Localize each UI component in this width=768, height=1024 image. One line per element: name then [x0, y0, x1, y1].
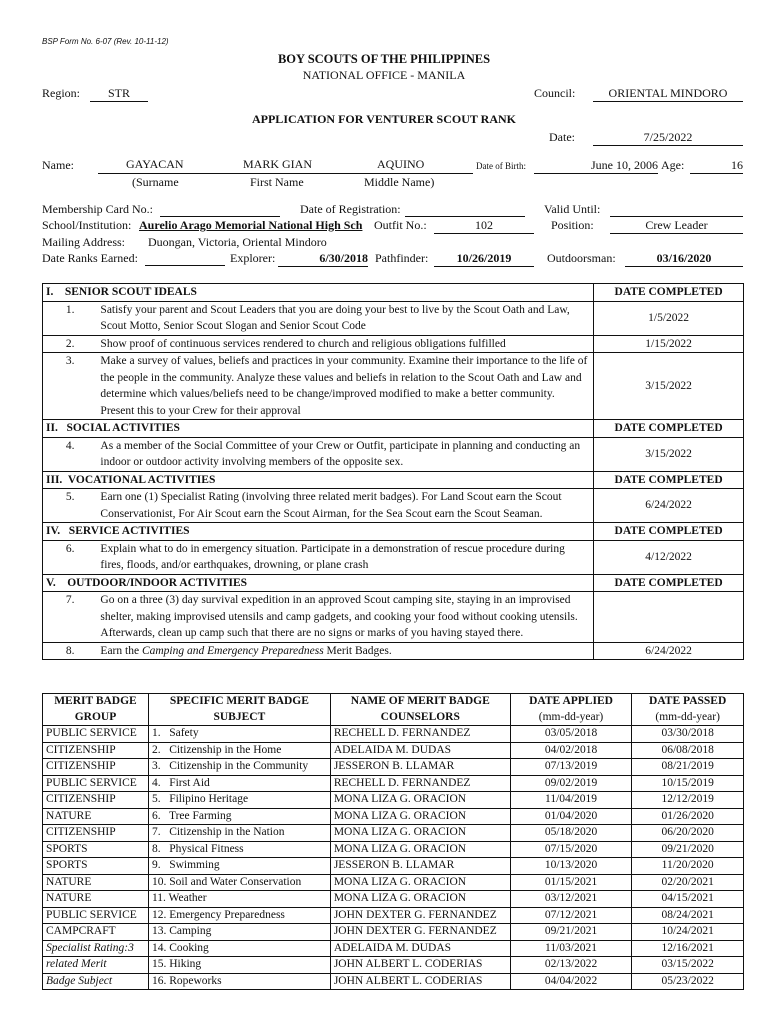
- valid-until-label: Valid Until:: [544, 202, 601, 216]
- date-passed: 06/08/2018: [632, 742, 744, 759]
- date-passed: 12/16/2021: [632, 940, 744, 957]
- requirement-date: 6/24/2022: [594, 642, 744, 660]
- merit-badge-group: CITIZENSHIP: [43, 759, 149, 776]
- merit-badge-group: Specialist Rating:3: [43, 940, 149, 957]
- form-title: APPLICATION FOR VENTURER SCOUT RANK: [251, 112, 517, 126]
- requirement-text: Show proof of continuous services rendered to church and religious obligations fulfilled: [97, 335, 593, 353]
- date-passed: 10/15/2019: [632, 775, 744, 792]
- requirement-number: 3.: [43, 353, 98, 420]
- explorer-label: Explorer:: [230, 251, 276, 265]
- registration-field: [405, 203, 525, 217]
- outdoorsman-field: 03/16/2020: [625, 252, 743, 267]
- merit-badge-counselor: MONA LIZA G. ORACION: [330, 792, 510, 809]
- surname-value: GAYACAN: [126, 157, 184, 171]
- requirement-row: [43, 642, 744, 660]
- passed-format: (mm-dd-year): [655, 710, 720, 723]
- requirement-text-post: Merit Badges.: [323, 644, 392, 657]
- requirement-number: 2.: [43, 335, 98, 353]
- merit-badge-counselor: JOHN DEXTER G. FERNANDEZ: [330, 907, 510, 924]
- date-passed: 03/15/2022: [632, 957, 744, 974]
- requirement-date: 1/15/2022: [594, 335, 744, 353]
- date-label: Date:: [549, 130, 575, 144]
- date-passed: 04/15/2021: [632, 891, 744, 908]
- requirement-text-emphasis: Camping and Emergency Preparedness: [141, 644, 324, 657]
- merit-badge-header-row: [43, 694, 744, 726]
- date-passed: 05/23/2022: [632, 973, 744, 990]
- merit-badge-table: [42, 693, 744, 990]
- membership-field: [160, 203, 280, 217]
- applied-format: (mm-dd-year): [538, 710, 604, 723]
- mailing-label: Mailing Address:: [42, 235, 125, 249]
- merit-badge-counselor: JOHN ALBERT L. CODERIAS: [330, 957, 510, 974]
- dob-field: June 10, 2006: [534, 159, 658, 174]
- date-passed: 08/21/2019: [632, 759, 744, 776]
- requirement-date: 6/24/2022: [594, 489, 744, 523]
- date-applied: 03/12/2021: [510, 891, 632, 908]
- requirement-text: [97, 642, 593, 660]
- section-header: [43, 574, 744, 592]
- merit-badge-row: [43, 940, 744, 957]
- requirement-date: 4/12/2022: [594, 540, 744, 574]
- requirement-text: Go on a three (3) day survival expedition in an approved Scout camping site, staying in an improvised shelter, making improvised utensils and camp gadgets, and cooking your food without cooking utensils. Afterwards, clean up camp such that there are no signs or marks of you having stayed there.: [97, 592, 593, 643]
- date-applied: 07/15/2020: [510, 841, 632, 858]
- date-passed: 08/24/2021: [632, 907, 744, 924]
- requirement-row: [43, 301, 744, 335]
- pathfinder-label: Pathfinder:: [375, 251, 429, 265]
- merit-badge-subject: 14. Cooking: [148, 940, 330, 957]
- council-field: ORIENTAL MINDORO: [593, 87, 743, 102]
- date-completed-header: DATE COMPLETED: [594, 420, 744, 438]
- date-applied: 04/02/2018: [510, 742, 632, 759]
- merit-badge-group: PUBLIC SERVICE: [43, 775, 149, 792]
- age-field: 16: [690, 159, 743, 174]
- date-passed: 10/24/2021: [632, 924, 744, 941]
- requirements-table: [42, 283, 744, 660]
- section-title: I. SENIOR SCOUT IDEALS: [43, 284, 594, 302]
- merit-badge-subject: 1. Safety: [148, 726, 330, 743]
- date-applied: 11/03/2021: [510, 940, 632, 957]
- requirement-date: 3/15/2022: [594, 353, 744, 420]
- requirement-row: [43, 353, 744, 420]
- date-passed: 01/26/2020: [632, 808, 744, 825]
- requirement-text: As a member of the Social Committee of your Crew or Outfit, participate in planning and conducting an indoor or outdoor activity involving members of the opposite sex.: [97, 437, 593, 471]
- requirement-text: Explain what to do in emergency situation. Participate in a demonstration of rescue procedure during fires, floods, and/or earthquakes, drowning, or plane crash: [97, 540, 593, 574]
- outfit-field: 102: [434, 219, 534, 234]
- date-applied: 10/13/2020: [510, 858, 632, 875]
- merit-badge-subject: 6. Tree Farming: [148, 808, 330, 825]
- requirement-number: 1.: [43, 301, 98, 335]
- merit-badge-group: CAMPCRAFT: [43, 924, 149, 941]
- requirement-text: Earn one (1) Specialist Rating (involving three related merit badges). For Land Scout earn the Scout Conservationist, For Air Scout earn the Scout Airman, for the Sea Scout earn the Scout Seaman.: [97, 489, 593, 523]
- merit-badge-group: NATURE: [43, 891, 149, 908]
- mailing-field: Duongan, Victoria, Oriental Mindoro: [148, 235, 327, 249]
- date-applied: 05/18/2020: [510, 825, 632, 842]
- merit-badge-row: [43, 808, 744, 825]
- merit-badge-counselor: JOHN ALBERT L. CODERIAS: [330, 973, 510, 990]
- outdoorsman-label: Outdoorsman:: [547, 251, 616, 265]
- merit-badge-subject: 10. Soil and Water Conservation: [148, 874, 330, 891]
- position-label: Position:: [551, 218, 594, 232]
- first-name-value: MARK GIAN: [243, 157, 312, 171]
- merit-badge-group: PUBLIC SERVICE: [43, 907, 149, 924]
- requirement-text: Satisfy your parent and Scout Leaders that you are doing your best to live by the Scout Oath and Law, Scout Motto, Senior Scout Slogan and Senior Scout Code: [97, 301, 593, 335]
- merit-badge-group: SPORTS: [43, 858, 149, 875]
- date-applied: 07/12/2021: [510, 907, 632, 924]
- group-header: MERIT BADGE GROUP: [43, 694, 149, 726]
- merit-badge-subject: 9. Swimming: [148, 858, 330, 875]
- section-title: III. VOCATIONAL ACTIVITIES: [43, 471, 594, 489]
- merit-badge-subject: 16. Ropeworks: [148, 973, 330, 990]
- merit-badge-row: [43, 874, 744, 891]
- merit-badge-counselor: RECHELL D. FERNANDEZ: [330, 726, 510, 743]
- date-passed: 12/12/2019: [632, 792, 744, 809]
- passed-header-label: DATE PASSED: [649, 695, 727, 707]
- merit-badge-row: [43, 841, 744, 858]
- first-name-caption: First Name: [250, 175, 304, 189]
- merit-badge-row: [43, 907, 744, 924]
- outfit-label: Outfit No.:: [374, 218, 427, 232]
- section-header: [43, 471, 744, 489]
- requirement-date: 1/5/2022: [594, 301, 744, 335]
- merit-badge-group: SPORTS: [43, 841, 149, 858]
- date-completed-header: DATE COMPLETED: [594, 523, 744, 541]
- section-title: IV. SERVICE ACTIVITIES: [43, 523, 594, 541]
- date-field: 7/25/2022: [593, 131, 743, 146]
- merit-badge-subject: 4. First Aid: [148, 775, 330, 792]
- date-completed-header: DATE COMPLETED: [594, 284, 744, 302]
- region-label: Region:: [42, 86, 80, 100]
- merit-badge-counselor: MONA LIZA G. ORACION: [330, 891, 510, 908]
- merit-badge-counselor: MONA LIZA G. ORACION: [330, 825, 510, 842]
- merit-badge-body: [43, 726, 744, 990]
- region-field: STR: [90, 87, 148, 102]
- requirement-row: [43, 540, 744, 574]
- date-passed: 06/20/2020: [632, 825, 744, 842]
- merit-badge-group: CITIZENSHIP: [43, 825, 149, 842]
- requirement-row: [43, 489, 744, 523]
- date-applied: 07/13/2019: [510, 759, 632, 776]
- date-applied: 02/13/2022: [510, 957, 632, 974]
- age-label: Age:: [661, 158, 685, 172]
- valid-until-field: [610, 203, 743, 217]
- requirement-date: [594, 592, 744, 643]
- council-label: Council:: [534, 86, 576, 100]
- surname-caption: (Surname: [132, 175, 179, 189]
- merit-badge-row: [43, 742, 744, 759]
- explorer-field: 6/30/2018: [278, 252, 368, 267]
- requirement-number: 4.: [43, 437, 98, 471]
- office-subtitle: NATIONAL OFFICE - MANILA: [302, 68, 466, 82]
- merit-badge-row: [43, 858, 744, 875]
- requirement-row: [43, 437, 744, 471]
- registration-label: Date of Registration:: [300, 202, 401, 216]
- merit-badge-subject: 7. Citizenship in the Nation: [148, 825, 330, 842]
- pathfinder-field: 10/26/2019: [434, 252, 534, 267]
- merit-badge-group: related Merit: [43, 957, 149, 974]
- membership-label: Membership Card No.:: [42, 202, 153, 216]
- date-passed: 11/20/2020: [632, 858, 744, 875]
- date-passed: 03/30/2018: [632, 726, 744, 743]
- section-title: II. SOCIAL ACTIVITIES: [43, 420, 594, 438]
- ranks-label: Date Ranks Earned:: [42, 251, 138, 265]
- dob-label: Date of Birth:: [476, 161, 526, 171]
- merit-badge-row: [43, 759, 744, 776]
- requirement-row: [43, 592, 744, 643]
- date-completed-header: DATE COMPLETED: [594, 471, 744, 489]
- date-applied: 01/04/2020: [510, 808, 632, 825]
- merit-badge-subject: 5. Filipino Heritage: [148, 792, 330, 809]
- merit-badge-group: CITIZENSHIP: [43, 742, 149, 759]
- school-label: School/Institution:: [42, 218, 132, 232]
- merit-badge-group: PUBLIC SERVICE: [43, 726, 149, 743]
- merit-badge-subject: 2. Citizenship in the Home: [148, 742, 330, 759]
- merit-badge-group: NATURE: [43, 808, 149, 825]
- middle-name-caption: Middle Name): [364, 175, 435, 189]
- position-field: Crew Leader: [610, 219, 743, 234]
- section-header: [43, 284, 744, 302]
- passed-header: [632, 694, 744, 726]
- merit-badge-counselor: MONA LIZA G. ORACION: [330, 841, 510, 858]
- date-applied: 09/21/2021: [510, 924, 632, 941]
- merit-badge-row: [43, 726, 744, 743]
- date-applied: 04/04/2022: [510, 973, 632, 990]
- merit-badge-subject: 8. Physical Fitness: [148, 841, 330, 858]
- merit-badge-row: [43, 775, 744, 792]
- requirement-number: 5.: [43, 489, 98, 523]
- merit-badge-counselor: ADELAIDA M. DUDAS: [330, 940, 510, 957]
- section-header: [43, 523, 744, 541]
- date-completed-header: DATE COMPLETED: [594, 574, 744, 592]
- merit-badge-counselor: RECHELL D. FERNANDEZ: [330, 775, 510, 792]
- merit-badge-counselor: MONA LIZA G. ORACION: [330, 808, 510, 825]
- date-passed: 09/21/2020: [632, 841, 744, 858]
- merit-badge-subject: 12. Emergency Preparedness: [148, 907, 330, 924]
- name-label: Name:: [42, 158, 74, 172]
- merit-badge-group: CITIZENSHIP: [43, 792, 149, 809]
- requirement-date: 3/15/2022: [594, 437, 744, 471]
- merit-badge-counselor: ADELAIDA M. DUDAS: [330, 742, 510, 759]
- merit-badge-group: NATURE: [43, 874, 149, 891]
- requirement-row: [43, 335, 744, 353]
- requirement-number: 6.: [43, 540, 98, 574]
- merit-badge-group: Badge Subject: [43, 973, 149, 990]
- middle-name-value: AQUINO: [377, 157, 425, 171]
- date-applied: 09/02/2019: [510, 775, 632, 792]
- merit-badge-subject: 13. Camping: [148, 924, 330, 941]
- merit-badge-counselor: MONA LIZA G. ORACION: [330, 874, 510, 891]
- applied-header-label: DATE APPLIED: [529, 695, 613, 707]
- date-applied: 11/04/2019: [510, 792, 632, 809]
- requirement-text: Make a survey of values, beliefs and practices in your community. Examine their importance to the life of the people in the community. Analyze these values and beliefs in relation to the Scout Oath and Law and determine which values/beliefs need to be change/improved modified to make a better community. Present this to your Crew for their approval: [97, 353, 593, 420]
- school-field: Aurelio Arago Memorial National High Sch: [139, 218, 363, 232]
- date-applied: 03/05/2018: [510, 726, 632, 743]
- requirement-text-pre: Earn the: [100, 644, 142, 657]
- merit-badge-subject: 3. Citizenship in the Community: [148, 759, 330, 776]
- merit-badge-subject: 15. Hiking: [148, 957, 330, 974]
- section-title: V. OUTDOOR/INDOOR ACTIVITIES: [43, 574, 594, 592]
- requirement-number: 8.: [43, 642, 98, 660]
- date-passed: 02/20/2021: [632, 874, 744, 891]
- org-title: BOY SCOUTS OF THE PHILIPPINES: [277, 52, 491, 66]
- merit-badge-row: [43, 825, 744, 842]
- merit-badge-row: [43, 891, 744, 908]
- requirement-number: 7.: [43, 592, 98, 643]
- applied-header: [510, 694, 632, 726]
- section-header: [43, 420, 744, 438]
- counselor-header: NAME OF MERIT BADGE COUNSELORS: [330, 694, 510, 726]
- merit-badge-row: [43, 957, 744, 974]
- merit-badge-counselor: JESSERON B. LLAMAR: [330, 759, 510, 776]
- ranks-underline: [145, 252, 225, 266]
- form-number: BSP Form No. 6-07 (Rev. 10-11-12): [42, 37, 169, 46]
- merit-badge-subject: 11. Weather: [148, 891, 330, 908]
- merit-badge-counselor: JESSERON B. LLAMAR: [330, 858, 510, 875]
- subject-header: SPECIFIC MERIT BADGE SUBJECT: [148, 694, 330, 726]
- merit-badge-row: [43, 973, 744, 990]
- date-applied: 01/15/2021: [510, 874, 632, 891]
- merit-badge-counselor: JOHN DEXTER G. FERNANDEZ: [330, 924, 510, 941]
- merit-badge-row: [43, 924, 744, 941]
- merit-badge-row: [43, 792, 744, 809]
